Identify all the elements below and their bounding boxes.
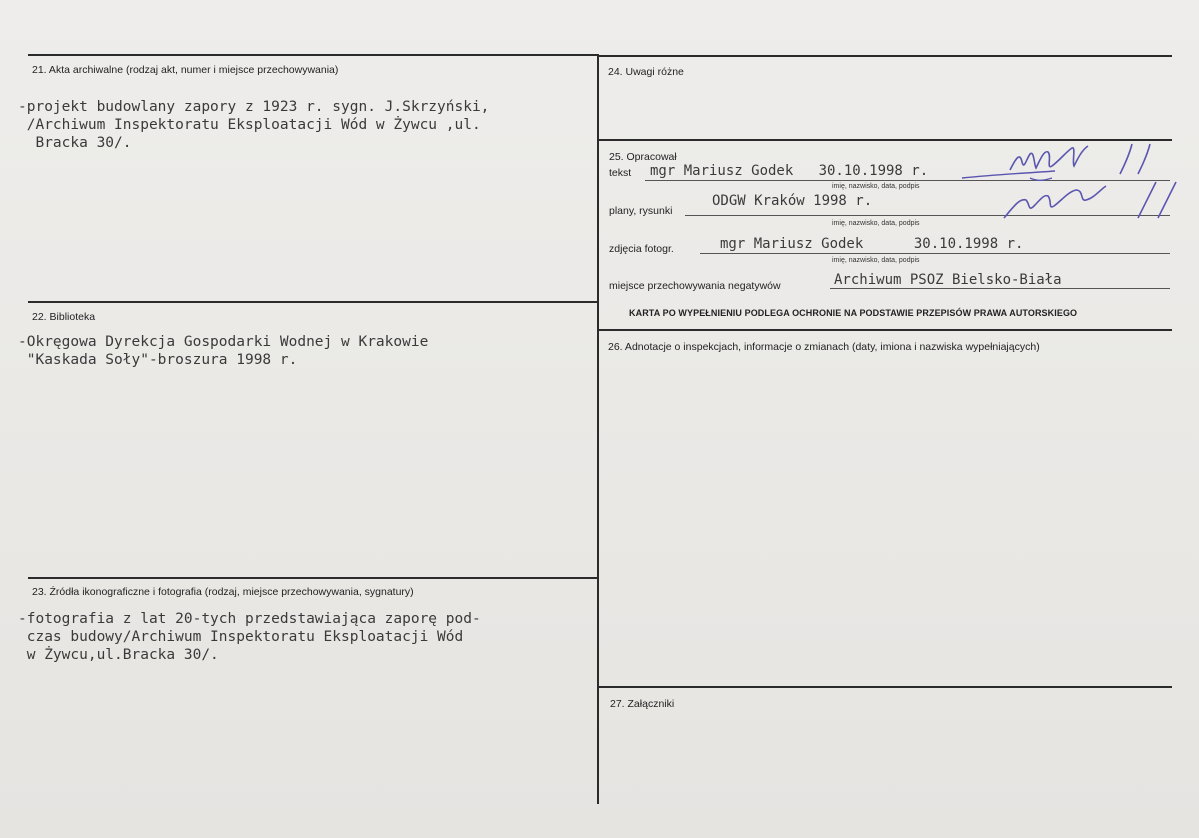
tekst-label: tekst (609, 167, 632, 179)
plany-value: ODGW Kraków 1998 r. (712, 193, 873, 209)
section-26-label: 26. Adnotacje o inspekcjach, informacje o zmianach (daty, imiona i nazwiska wypełniających) (608, 341, 1040, 353)
tekst-caption: imię, nazwisko, data, podpis (832, 183, 920, 190)
section-21-line-1: -projekt budowlany zapory z 1923 r. sygn. J.Skrzyński, (18, 99, 490, 115)
section-23-line-3: w Żywcu,ul.Bracka 30/. (18, 647, 219, 663)
left-top-rule (28, 54, 598, 56)
zdjecia-underline (700, 253, 1170, 254)
section-23-line-1: -fotografia z lat 20-tych przedstawiająca zaporę pod- (18, 611, 481, 627)
copyright-notice: KARTA PO WYPEŁNIENIU PODLEGA OCHRONIE NA PODSTAWIE PRZEPISÓW PRAWA AUTORSKIEGO (629, 308, 1078, 318)
right-top-rule (598, 55, 1172, 57)
section-22-line-2: "Kaskada Soły"-broszura 1998 r. (18, 352, 298, 368)
negatywy-underline (830, 288, 1170, 289)
section-27-label: 27. Załączniki (610, 698, 675, 710)
zdjecia-value: mgr Mariusz Godek 30.10.1998 r. (720, 236, 1024, 252)
section-23-line-2: czas budowy/Archiwum Inspektoratu Eksploatacji Wód (18, 629, 464, 645)
section-23-label: 23. Źródła ikonograficzne i fotografia (rodzaj, miejsce przechowywania, sygnatury) (32, 586, 414, 598)
negatywy-value: Archiwum PSOZ Bielsko-Biała (834, 272, 1062, 288)
zdjecia-caption: imię, nazwisko, data, podpis (832, 257, 920, 264)
center-divider (597, 54, 599, 804)
section-22-label: 22. Biblioteka (32, 311, 96, 323)
rule-27 (598, 686, 1172, 688)
plany-caption: imię, nazwisko, data, podpis (832, 220, 920, 227)
section-25-label: 25. Opracował (609, 151, 677, 163)
tekst-value: mgr Mariusz Godek 30.10.1998 r. (650, 163, 929, 179)
section-22-line-1: -Okręgowa Dyrekcja Gospodarki Wodnej w Krakowie (18, 334, 429, 350)
rule-26 (598, 329, 1172, 331)
plany-label: plany, rysunki (609, 205, 673, 217)
signature-plany (990, 176, 1190, 224)
rule-22 (28, 301, 598, 303)
zdjecia-label: zdjęcia fotogr. (609, 243, 674, 255)
section-24-label: 24. Uwagi różne (608, 66, 684, 78)
section-21-line-2: /Archiwum Inspektoratu Eksploatacji Wód w Żywcu ,ul. (18, 117, 481, 133)
section-21-label: 21. Akta archiwalne (rodzaj akt, numer i miejsce przechowywania) (32, 64, 339, 76)
section-21-line-3: Bracka 30/. (18, 135, 132, 151)
rule-23 (28, 577, 598, 579)
negatywy-label: miejsce przechowywania negatywów (609, 280, 781, 292)
